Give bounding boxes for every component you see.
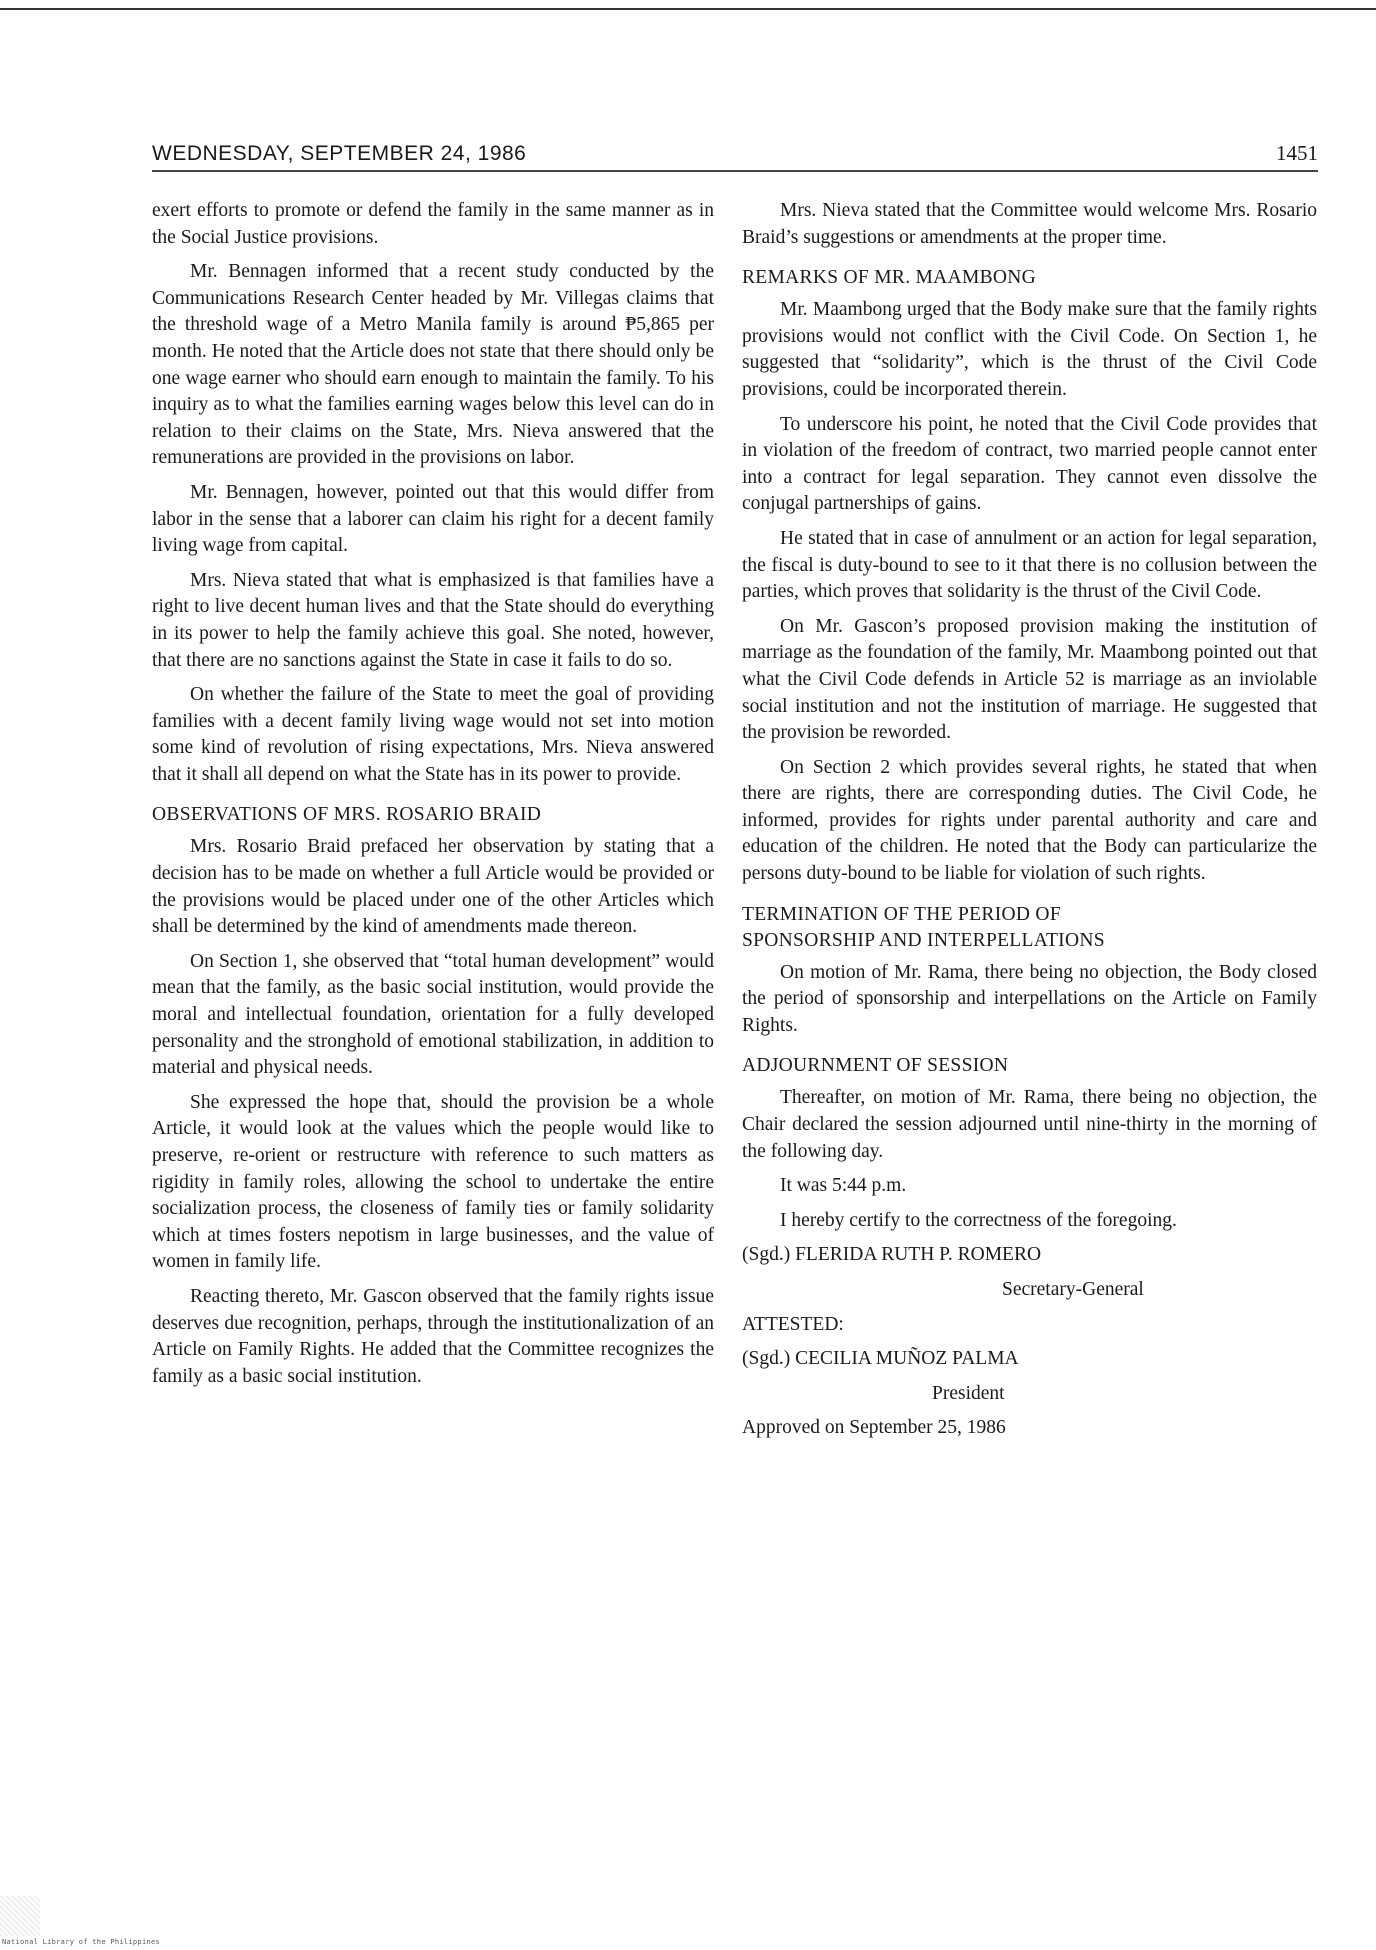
section-heading-adjournment: ADJOURNMENT OF SESSION: [742, 1055, 1009, 1077]
header-date: WEDNESDAY, SEPTEMBER 24, 1986: [152, 142, 527, 165]
paragraph: Thereafter, on motion of Mr. Rama, there being no objection, the Chair declared the session adjourned until nine-thirty in the morning of the following day.: [742, 1087, 1317, 1162]
section-heading-termination: [742, 902, 1317, 954]
president-signature: (Sgd.) CECILIA MUÑOZ PALMA: [742, 1348, 1019, 1370]
paragraph: Mr. Bennagen informed that a recent study conducted by the Communications Research Center headed by Mr. Villegas claims that the threshold wage of a Metro Manila family is around ₱5,865 per month. He noted that the Article does not state that there should only be one wage earner who should earn enough to maintain the family. To his inquiry as to what the families earning wages below this level can do in relation to their claims on the State, Mrs. Nieva answered that the remunerations are provided in the provisions on labor.: [152, 261, 714, 469]
paragraph: Mrs. Nieva stated that the Committee would welcome Mrs. Rosario Braid’s suggestions or amendments at the proper time.: [742, 200, 1317, 248]
paragraph: I hereby certify to the correctness of the foregoing.: [780, 1209, 1177, 1231]
section-heading-maambong: REMARKS OF MR. MAAMBONG: [742, 267, 1037, 289]
paragraph: On whether the failure of the State to meet the goal of providing families with a decent family living wage would not set into motion some kind of revolution of rising expectations, Mrs. Nieva answered that it shall all depend on what the State has in its power to provide.: [152, 684, 714, 785]
page-number: 1451: [1276, 141, 1318, 165]
right-column: [742, 198, 1317, 1450]
paragraph: Mr. Maambong urged that the Body make sure that the family rights provisions would not conflict with the Civil Code. On Section 1, he suggested that “solidarity”, which is the thrust of the Civil Code provisions, could be incorporated therein.: [742, 299, 1317, 400]
scan-noise: [0, 1896, 40, 1936]
president-title: President: [932, 1382, 1005, 1404]
paragraph: Mrs. Nieva stated that what is emphasized is that families have a right to live decent human lives and that the State should do everything in its power to help the family achieve this goal. She noted, however, that there are no sanctions against the State in case it fails to do so.: [152, 569, 714, 671]
left-column: [152, 198, 714, 1398]
top-border-rule: [0, 8, 1376, 10]
paragraph: On Mr. Gascon’s proposed provision making the institution of marriage as the foundation of the family, Mr. Maambong pointed out that what the Civil Code defends in Article 52 is marriage as an inviolable social institution and not the institution of marriage. He suggested that the provision be reworded.: [742, 615, 1317, 744]
attested-label: ATTESTED:: [742, 1313, 844, 1335]
paragraph: On Section 2 which provides several rights, he stated that when there are rights, there are corresponding duties. The Civil Code, he informed, provides for rights under parental authority and care and education of the children. He noted that the Body can particularize the persons duty-bound to be liable for violation of such rights.: [742, 756, 1317, 885]
heading-line: TERMINATION OF THE PERIOD OF: [742, 903, 1061, 925]
section-heading-braid: OBSERVATIONS OF MRS. ROSARIO BRAID: [152, 804, 542, 826]
paragraph: He stated that in case of annulment or an action for legal separation, the fiscal is duty-bound to see to it that there is no collusion between the parties, which proves that solidarity is the thrust of the Civil Code.: [742, 527, 1317, 603]
page-header: [152, 138, 1318, 172]
approval-date: Approved on September 25, 1986: [742, 1417, 1006, 1439]
secretary-signature: (Sgd.) FLERIDA RUTH P. ROMERO: [742, 1244, 1042, 1266]
paragraph: It was 5:44 p.m.: [780, 1175, 907, 1197]
scan-footer: National Library of the Philippines: [2, 1938, 161, 1946]
paragraph: exert efforts to promote or defend the family in the same manner as in the Social Justice provisions.: [152, 200, 714, 248]
paragraph: Mrs. Rosario Braid prefaced her observation by stating that a decision has to be made on whether a full Article would be provided or the provisions would be placed under one of the other Articles which shall be determined by the kind of amendments made thereon.: [152, 836, 714, 938]
paragraph: On Section 1, she observed that “total human development” would mean that the family, as the basic social institution, would provide the moral and intellectual foundation, orientation for a fully developed personality and the stronghold of emotional stabilization, in addition to material and physical needs.: [152, 950, 714, 1079]
secretary-title: Secretary-General: [1002, 1279, 1144, 1300]
heading-line: SPONSORSHIP AND INTERPELLATIONS: [742, 929, 1105, 951]
paragraph: Reacting thereto, Mr. Gascon observed that the family rights issue deserves due recognition, perhaps, through the institutionalization of an Article on Family Rights. He added that the Committee recognizes the family as a basic social institution.: [152, 1285, 714, 1387]
paragraph: On motion of Mr. Rama, there being no objection, the Body closed the period of sponsorship and interpellations on the Article on Family Rights.: [742, 961, 1317, 1036]
paragraph: Mr. Bennagen, however, pointed out that this would differ from labor in the sense that a laborer can claim his right for a decent family living wage from capital.: [152, 481, 714, 557]
paragraph: She expressed the hope that, should the provision be a whole Article, it would look at the values which the people would like to preserve, re-orient or restructure with reference to such matters as rigidity in family roles, allowing the school to undertake the entire socialization process, the closeness of family ties or family solidarity which at times fosters nepotism in large businesses, and the value of women in family life.: [152, 1091, 714, 1273]
paragraph: To underscore his point, he noted that the Civil Code provides that in violation of the freedom of contract, two married people cannot enter into a contract for legal separation. They cannot even dissolve the conjugal partnerships of gains.: [742, 413, 1317, 515]
